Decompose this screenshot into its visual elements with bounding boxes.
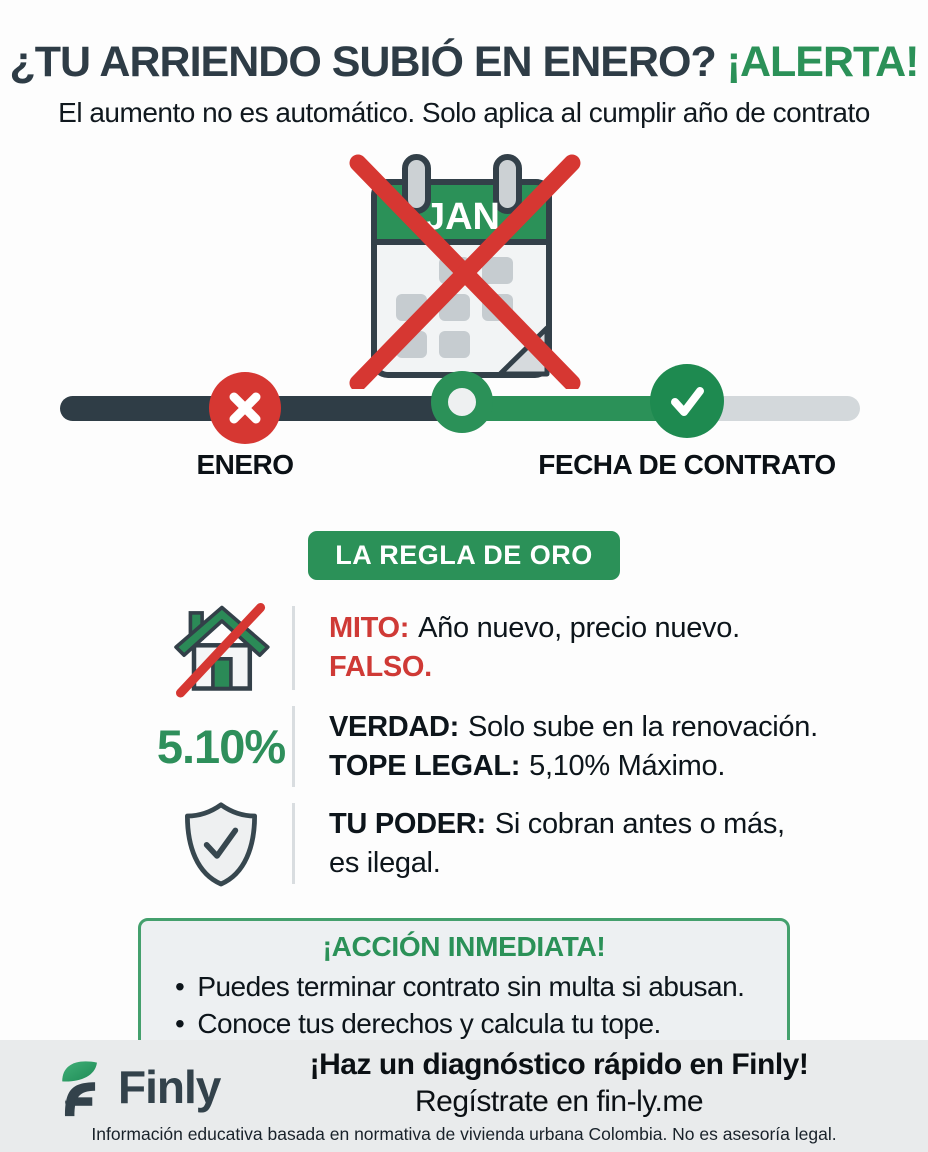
immediate-action-box xyxy=(138,918,790,1060)
false-label: FALSO. xyxy=(329,651,432,684)
rule-icon-cell xyxy=(150,598,292,698)
power-text: Si cobran antes o más, xyxy=(494,807,785,840)
golden-rule-list xyxy=(150,598,928,892)
rule-icon-cell xyxy=(150,800,292,888)
footer xyxy=(0,1040,928,1152)
rule-text xyxy=(295,805,785,883)
action-bullet: • Puedes terminar contrato sin multa si abusan. xyxy=(175,969,767,1006)
action-bullet-list xyxy=(161,969,767,1043)
legal-cap-stat: 5.10% xyxy=(156,720,286,774)
rule-row-power xyxy=(150,795,928,892)
page-title xyxy=(0,40,928,85)
legal-cap-text: 5,10% Máximo. xyxy=(529,749,726,782)
calendar-month-label: JAN xyxy=(423,196,501,239)
title-alert: ¡ALERTA! xyxy=(726,38,919,86)
action-bullet: • Conoce tus derechos y calcula tu tope. xyxy=(175,1006,767,1043)
finly-leaf-icon xyxy=(52,1056,110,1118)
x-icon xyxy=(226,389,264,427)
midpoint-marker xyxy=(431,371,493,433)
power-text-2: es ilegal. xyxy=(329,846,441,879)
x-marker xyxy=(209,372,281,444)
footer-cta-block xyxy=(294,1048,824,1119)
legal-disclaimer: Información educativa basada en normativa de vivienda urbana Colombia. No es asesoría legal. xyxy=(91,1124,837,1144)
check-marker xyxy=(650,364,724,438)
shield-check-icon xyxy=(180,800,262,888)
rule-text xyxy=(295,609,740,687)
truth-label: VERDAD: xyxy=(329,710,460,743)
finly-logo xyxy=(52,1056,220,1118)
timeline-label-enero: ENERO xyxy=(196,449,294,481)
house-crossed-icon xyxy=(167,598,275,698)
golden-rule-badge: LA REGLA DE ORO xyxy=(308,531,620,580)
rule-row-truth xyxy=(150,698,928,795)
legal-cap-label: TOPE LEGAL: xyxy=(329,749,521,782)
header xyxy=(0,0,928,129)
truth-text: Solo sube en la renovación. xyxy=(468,710,818,743)
action-box-title: ¡ACCIÓN INMEDIATA! xyxy=(322,931,606,963)
title-main: ¿TU ARRIENDO SUBIÓ EN ENERO? xyxy=(9,38,716,86)
brand-name: Finly xyxy=(118,1061,221,1113)
rule-stat-cell xyxy=(150,719,292,774)
rule-text xyxy=(295,708,818,786)
footer-headline: ¡Haz un diagnóstico rápido en Finly! xyxy=(309,1048,809,1081)
power-label: TU PODER: xyxy=(329,807,486,840)
crossed-january-calendar-icon xyxy=(344,147,584,389)
page-subtitle: El aumento no es automático. Solo aplica al cumplir año de contrato xyxy=(58,97,870,129)
check-icon xyxy=(665,379,709,423)
timeline-label-contrato: FECHA DE CONTRATO xyxy=(538,449,836,481)
rule-row-myth xyxy=(150,598,928,698)
footer-register-text: Regístrate en fin-ly.me xyxy=(414,1085,704,1118)
myth-text: Año nuevo, precio nuevo. xyxy=(418,612,740,645)
illustration xyxy=(0,131,928,491)
myth-label: MITO: xyxy=(329,612,410,645)
